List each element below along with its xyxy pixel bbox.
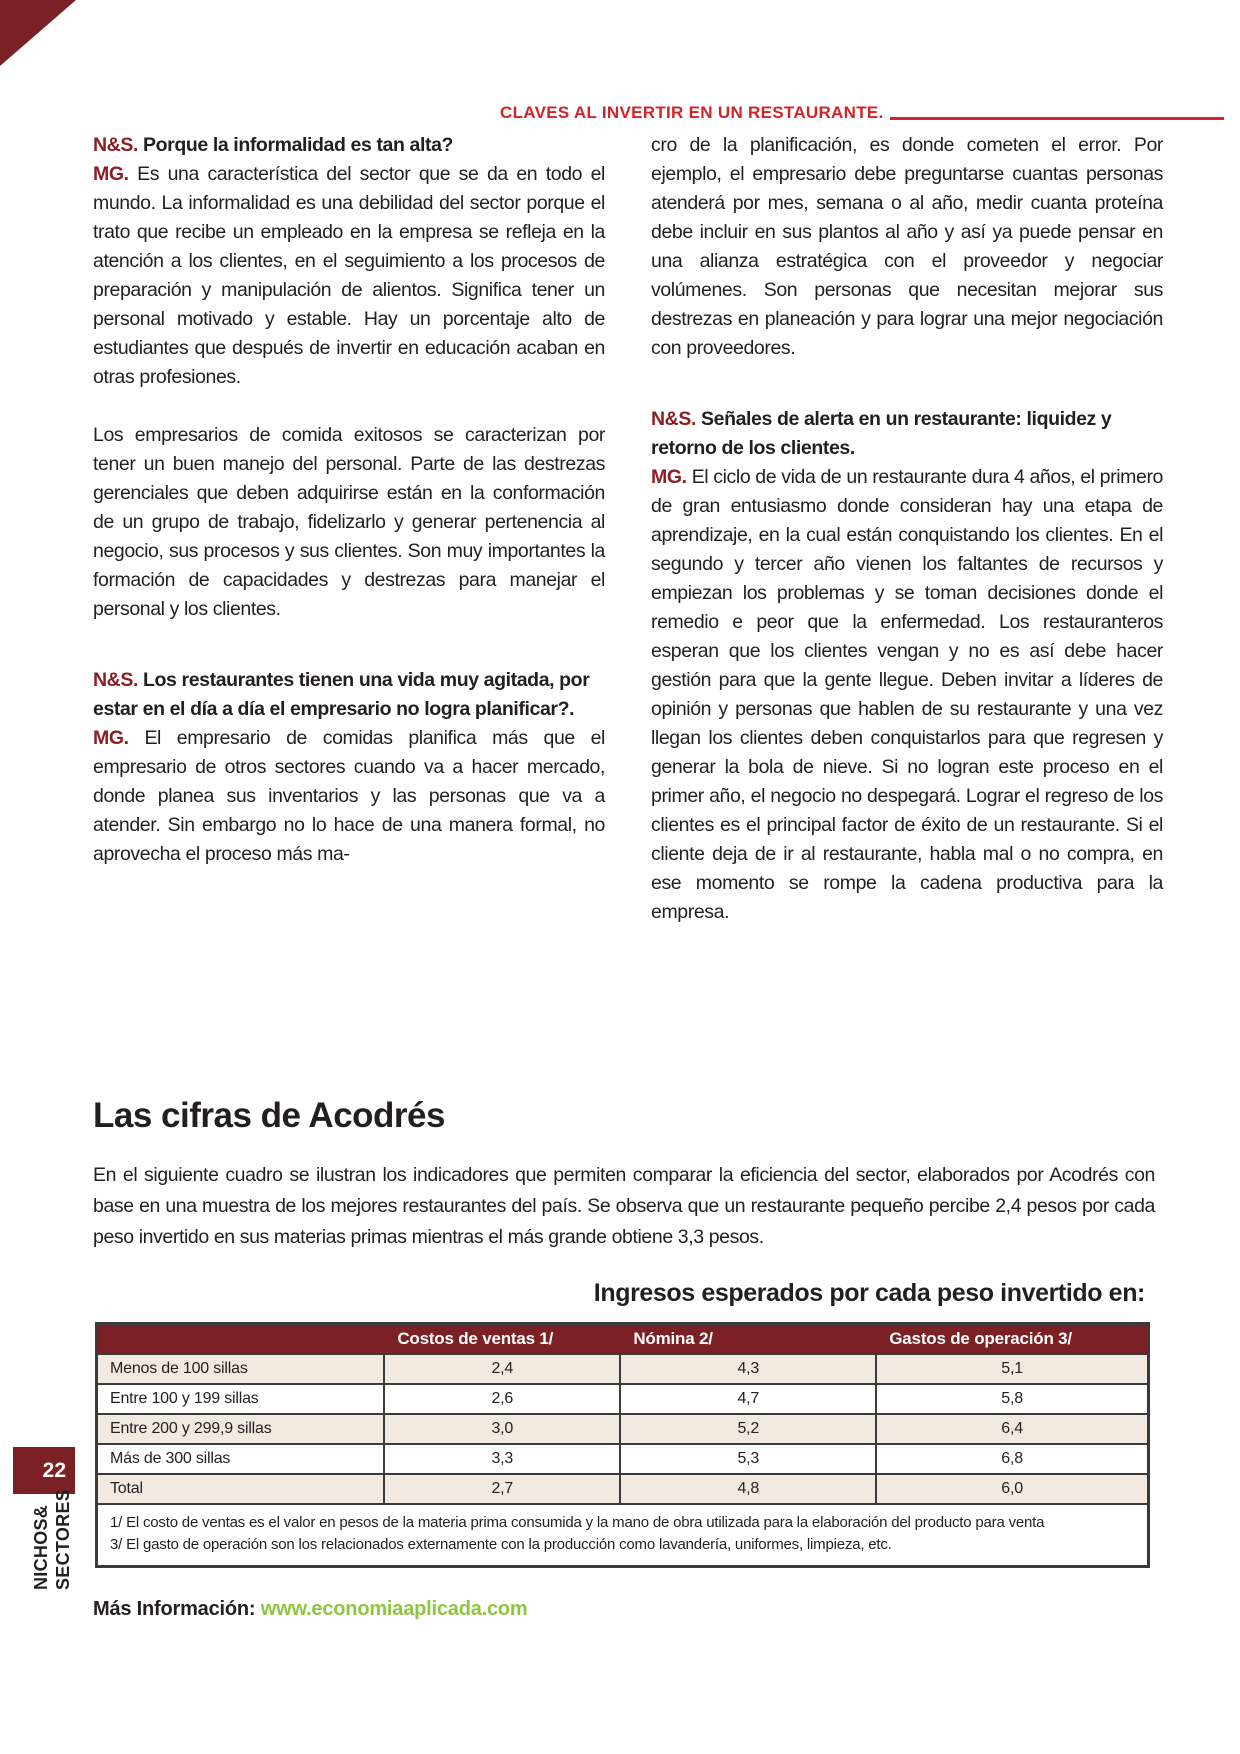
row-value: 6,8 bbox=[875, 1445, 1147, 1473]
answer-text: Es una característica del sector que se da en todo el mundo. La informalidad es una debilidad del sector porque el trato que recibe un empleado en la empresa se refleja en la atención a los clientes, en el seguimiento a los procesos de preparación y manipulación de alientos. Significa tener un personal motivado y estable. Hay un porcentaje alto de estudiantes que después de invertir en educación acaban en otras profesiones. bbox=[93, 163, 605, 388]
table-row bbox=[98, 1443, 1147, 1473]
row-value: 4,8 bbox=[619, 1475, 875, 1503]
table-header-cell: Costos de ventas 1/ bbox=[397, 1329, 554, 1348]
more-info-link[interactable]: www.economiaaplicada.com bbox=[260, 1598, 528, 1620]
answer-prefix: MG. bbox=[93, 163, 129, 185]
label-line-1: NICHOS& bbox=[31, 1504, 51, 1590]
row-value: 4,3 bbox=[619, 1355, 875, 1383]
section-heading: Las cifras de Acodrés bbox=[93, 1096, 445, 1135]
answer-paragraph-3 bbox=[651, 463, 1163, 927]
question-text: Los restaurantes tienen una vida muy agitada, por estar en el día a día el empresario no logra planificar?. bbox=[93, 669, 590, 720]
table-header-cell: Gastos de operación 3/ bbox=[889, 1329, 1072, 1348]
answer-text: El ciclo de vida de un restaurante dura 4 años, el primero de gran entusiasmo donde consideran hay una etapa de aprendizaje, en la cual están conquistando los clientes. En el segundo y tercer año vienen los faltantes de recursos y empiezan los problemas y se toman decisiones donde el remedio e peor que la enfermedad. Los restauranteros esperan que los clientes vengan y no es así debe hacer gestión para que la gente llegue. Deben invitar a líderes de opinión y personas que hablen de su restaurante y una vez llegan los clientes deben conquistarlos para que regresen y generar la bola de nieve. Si no logran este proceso en el primer año, el negocio no despegará. Lograr el regreso de los clientes es el principal factor de éxito de un restaurante. Si el cliente deja de ir al restaurante, habla mal o no compra, en ese momento se rompe la cadena productiva para la empresa. bbox=[651, 466, 1163, 923]
row-value: 2,6 bbox=[383, 1385, 619, 1413]
row-value: 4,7 bbox=[619, 1385, 875, 1413]
more-info-label: Más Información: bbox=[93, 1598, 256, 1620]
table-row-total bbox=[98, 1473, 1147, 1503]
left-column bbox=[93, 131, 605, 927]
magazine-section-label bbox=[30, 1488, 74, 1590]
row-label: Total bbox=[110, 1480, 143, 1497]
row-value: 3,3 bbox=[383, 1445, 619, 1473]
right-column bbox=[651, 131, 1163, 927]
running-header-title: CLAVES AL INVERTIR EN UN RESTAURANTE. bbox=[500, 103, 884, 122]
cifras-section bbox=[93, 1096, 1155, 1621]
row-value: 5,3 bbox=[619, 1445, 875, 1473]
row-label: Entre 200 y 299,9 sillas bbox=[110, 1420, 272, 1437]
answer-continuation-paragraph: cro de la planificación, es donde cometen el error. Por ejemplo, el empresario debe preguntarse cuantas personas atenderá por mes, semana o al año, medir cuanta proteína debe incluir en sus plantos al año y así ya puede pensar en una alianza estratégica con el proveedor y negociar volúmenes. Son personas que necesitan mejorar sus destrezas en planeación y para lograr una mejor negociación con proveedores. bbox=[651, 134, 1163, 359]
table-footnotes bbox=[98, 1503, 1147, 1565]
question-prefix: N&S. bbox=[651, 408, 696, 430]
header-rule bbox=[890, 117, 1224, 120]
row-label: Menos de 100 sillas bbox=[110, 1360, 248, 1377]
answer-paragraph-2 bbox=[93, 724, 605, 869]
answer-prefix: MG. bbox=[651, 466, 687, 488]
magazine-section-label-text bbox=[30, 1488, 74, 1590]
table-row bbox=[98, 1413, 1147, 1443]
label-line-2: SECTORES bbox=[53, 1488, 73, 1590]
question-prefix: N&S. bbox=[93, 134, 138, 156]
question-heading-3 bbox=[651, 405, 1163, 463]
table-header-cell: Nómina 2/ bbox=[633, 1329, 713, 1348]
row-value: 6,4 bbox=[875, 1415, 1147, 1443]
corner-triangle-decoration bbox=[0, 0, 76, 66]
footnote-2: 3/ El gasto de operación son los relacionados externamente con la producción como lavandería, uniformes, limpieza, etc. bbox=[110, 1536, 892, 1553]
row-value: 2,4 bbox=[383, 1355, 619, 1383]
table-title: Ingresos esperados por cada peso invertido en: bbox=[593, 1279, 1145, 1307]
indicators-table bbox=[95, 1322, 1150, 1568]
answer-text: El empresario de comidas planifica más que el empresario de otros sectores cuando va a hacer mercado, donde planea sus inventarios y las personas que va a atender. Sin embargo no lo hace de una manera formal, no aprovecha el proceso más ma- bbox=[93, 727, 605, 865]
section-intro-paragraph: En el siguiente cuadro se ilustran los indicadores que permiten comparar la eficiencia del sector, elaborados por Acodrés con base en una muestra de los mejores restaurantes del país. Se observa que un restaurante pequeño percibe 2,4 pesos por cada peso invertido en sus materias primas mientras el más grande obtiene 3,3 pesos. bbox=[93, 1164, 1155, 1248]
row-value: 6,0 bbox=[875, 1475, 1147, 1503]
body-paragraph-2: Los empresarios de comida exitosos se caracterizan por tener un buen manejo del personal. Parte de las destrezas gerenciales que deben adquirirse están en la conformación de un grupo de trabajo, fidelizarlo y generar pertenencia al negocio, sus procesos y sus clientes. Son muy importantes la formación de capacidades y destrezas para manejar el personal y los clientes. bbox=[93, 424, 605, 620]
article-columns bbox=[93, 131, 1163, 927]
table-row bbox=[98, 1353, 1147, 1383]
row-value: 3,0 bbox=[383, 1415, 619, 1443]
table-row bbox=[98, 1383, 1147, 1413]
question-heading-2 bbox=[93, 666, 605, 724]
row-value: 2,7 bbox=[383, 1475, 619, 1503]
running-header bbox=[500, 103, 1224, 123]
page-number-badge bbox=[13, 1447, 75, 1494]
row-label: Más de 300 sillas bbox=[110, 1450, 231, 1467]
question-text: Señales de alerta en un restaurante: liquidez y retorno de los clientes. bbox=[651, 408, 1112, 459]
row-value: 5,1 bbox=[875, 1355, 1147, 1383]
table-header-row bbox=[98, 1325, 1147, 1353]
question-text: Porque la informalidad es tan alta? bbox=[143, 134, 454, 156]
question-heading-1 bbox=[93, 131, 605, 160]
row-value: 5,8 bbox=[875, 1385, 1147, 1413]
answer-paragraph-1 bbox=[93, 160, 605, 392]
more-info bbox=[93, 1598, 1155, 1621]
row-value: 5,2 bbox=[619, 1415, 875, 1443]
page-number: 22 bbox=[42, 1458, 66, 1482]
row-label: Entre 100 y 199 sillas bbox=[110, 1390, 259, 1407]
table-header-cell bbox=[98, 1325, 383, 1353]
footnote-1: 1/ El costo de ventas es el valor en pesos de la materia prima consumida y la mano de obra utilizada para la elaboración del producto para venta bbox=[110, 1514, 1045, 1531]
question-prefix: N&S. bbox=[93, 669, 138, 691]
answer-prefix: MG. bbox=[93, 727, 129, 749]
